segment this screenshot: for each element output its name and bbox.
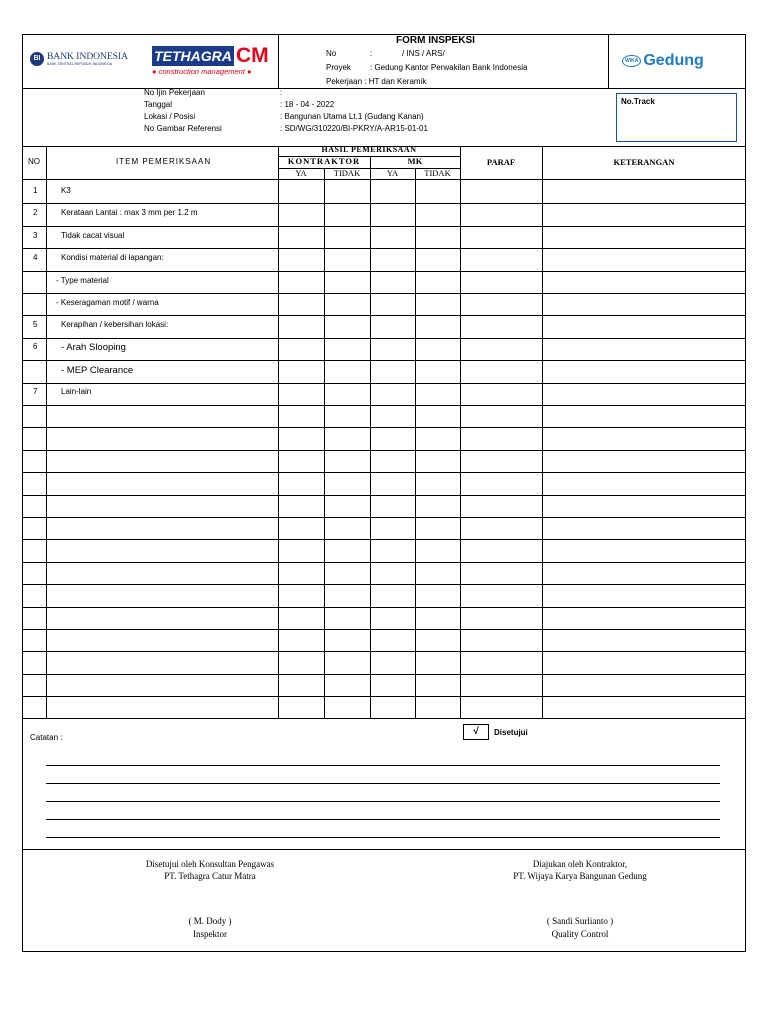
header-divider-right xyxy=(608,34,609,88)
table-header-bottom-line xyxy=(22,179,746,180)
row-no: 3 xyxy=(33,231,38,240)
gedung-text: Gedung xyxy=(643,52,704,69)
row-no: 2 xyxy=(33,208,38,217)
row-item: Tidak cacat visual xyxy=(61,231,125,240)
table-row-line xyxy=(22,315,746,316)
table-row-line xyxy=(22,338,746,339)
table-row-line xyxy=(22,517,746,518)
no-ijin-label: No Ijin Pekerjaan xyxy=(144,88,205,97)
col-header-mk-ya: YA xyxy=(386,168,399,178)
form-title: FORM INSPEKSI xyxy=(396,35,475,46)
lokasi-label: Lokasi / Posisi xyxy=(144,112,196,121)
col-header-kontraktor: KONTRAKTOR xyxy=(287,156,361,166)
bi-logo-subtext: BANK SENTRAL REPUBLIK INDONESIA xyxy=(47,62,113,66)
row-item: K3 xyxy=(61,186,71,195)
row-item: - MEP Clearance xyxy=(61,365,134,376)
header-divider-left xyxy=(278,34,279,88)
table-row-line xyxy=(22,203,746,204)
table-row-line xyxy=(22,718,746,719)
bank-indonesia-logo xyxy=(30,52,128,66)
table-row-line xyxy=(22,696,746,697)
table-row-line xyxy=(22,495,746,496)
table-row-line xyxy=(22,271,746,272)
table-row-line xyxy=(22,651,746,652)
tethagra-cm-logo xyxy=(152,46,278,78)
col-line-paraf xyxy=(542,146,543,718)
col-header-mk-tidak: TIDAK xyxy=(424,168,451,178)
catatan-line[interactable] xyxy=(46,801,720,802)
row-no: 4 xyxy=(33,253,38,262)
row-item: Kerataan Lantai : max 3 mm per 1.2 m xyxy=(61,208,198,217)
row-no: 1 xyxy=(33,186,38,195)
catatan-line[interactable] xyxy=(46,765,720,766)
col-line-kontraktor-mk xyxy=(370,156,371,718)
proyek-label: Proyek xyxy=(326,63,351,72)
table-row-line xyxy=(22,539,746,540)
signature-left-company: PT. Tethagra Catur Matra xyxy=(164,871,256,881)
signature-right-company: PT. Wijaya Karya Bangunan Gedung xyxy=(513,871,647,881)
col-header-kontraktor-ya: YA xyxy=(295,168,307,178)
bi-logo-text: BANK INDONESIA xyxy=(47,52,129,62)
cm-text: CM xyxy=(236,44,269,67)
disetujui-label: Disetujui xyxy=(494,728,528,737)
lokasi-value: : Bangunan Utama Lt.1 (Gudang Kanan) xyxy=(280,112,424,121)
no-label: No xyxy=(326,49,337,58)
col-line-hasil xyxy=(460,146,461,718)
table-row-line xyxy=(22,607,746,608)
tanggal-label: Tanggal xyxy=(144,100,173,109)
col-header-no: NO xyxy=(28,157,40,166)
construction-management-text: ● construction management ● xyxy=(152,67,252,76)
catatan-line[interactable] xyxy=(46,783,720,784)
table-row-line xyxy=(22,472,746,473)
signature-left-role: Inspektor xyxy=(193,929,227,939)
disetujui-checkbox[interactable]: √ xyxy=(463,724,489,740)
col-header-item: ITEM PEMERIKSAAN xyxy=(116,157,212,166)
table-row-line xyxy=(22,360,746,361)
wika-icon: WIKA xyxy=(622,55,641,67)
col-line-mk-ya-tidak xyxy=(415,168,416,718)
col-line-ya-tidak xyxy=(324,168,325,718)
no-ijin-value: : xyxy=(280,88,283,97)
table-row-line xyxy=(22,405,746,406)
table-row-line xyxy=(22,584,746,585)
table-row-line xyxy=(22,226,746,227)
signature-left-heading: Disetujui oleh Konsultan Pengawas xyxy=(145,859,275,869)
tethagra-text: TETHAGRA xyxy=(152,46,234,66)
table-row-line xyxy=(22,450,746,451)
signature-right-name: ( Sandi Surlianto ) xyxy=(546,916,614,926)
no-value: / INS / ARS/ xyxy=(402,49,445,58)
table-row-line xyxy=(22,674,746,675)
col-header-paraf: PARAF xyxy=(486,157,516,167)
row-item: - Keseragaman motif / warna xyxy=(56,298,159,307)
col-line-item xyxy=(278,146,279,718)
pekerjaan-value: Pekerjaan : HT dan Keramik xyxy=(326,77,427,86)
row-no: 5 xyxy=(33,320,38,329)
col-header-keterangan: KETERANGAN xyxy=(613,157,675,167)
col-header-hasil: HASIL PEMERIKSAAN xyxy=(321,145,417,154)
no-track-label: No.Track xyxy=(621,97,655,106)
col-header-mk: MK xyxy=(407,156,423,166)
tanggal-value: : 18 - 04 - 2022 xyxy=(280,100,335,109)
signature-right-role: Quality Control xyxy=(551,929,609,939)
no-separator: : xyxy=(370,49,373,58)
proyek-value: : Gedung Kantor Perwakilan Bank Indonesia xyxy=(370,63,528,72)
wika-gedung-logo xyxy=(622,52,704,70)
col-header-kontraktor-tidak: TIDAK xyxy=(333,168,361,178)
col-line-no xyxy=(46,146,47,718)
signature-left-name: ( M. Dody ) xyxy=(188,916,232,926)
table-row-line xyxy=(22,383,746,384)
table-row-line xyxy=(22,629,746,630)
table-row-line xyxy=(22,427,746,428)
row-item: - Arah Slooping xyxy=(61,342,126,353)
no-track-box[interactable] xyxy=(616,93,737,142)
catatan-label: Catatan : xyxy=(30,733,63,742)
bank-indonesia-emblem-icon: BI xyxy=(30,52,44,66)
table-row-line xyxy=(22,248,746,249)
row-item: - Type material xyxy=(56,276,109,285)
gambar-value: : SD/WG/310220/BI-PKRY/A-AR15-01-01 xyxy=(280,124,428,133)
catatan-line[interactable] xyxy=(46,837,720,838)
table-row-line xyxy=(22,562,746,563)
table-row-line xyxy=(22,293,746,294)
row-item: Kerapihan / kebersihan lokasi: xyxy=(61,320,169,329)
gambar-label: No Gambar Referensi xyxy=(144,124,222,133)
row-no: 6 xyxy=(33,342,38,351)
signature-right-heading: Diajukan oleh Kontraktor, xyxy=(532,859,628,869)
header-bottom-line xyxy=(22,88,746,89)
row-item: Lain-lain xyxy=(61,387,92,396)
row-no: 7 xyxy=(33,387,38,396)
catatan-line[interactable] xyxy=(46,819,720,820)
signature-top-line xyxy=(22,849,746,850)
row-item: Kondisi material di lapangan: xyxy=(61,253,164,262)
